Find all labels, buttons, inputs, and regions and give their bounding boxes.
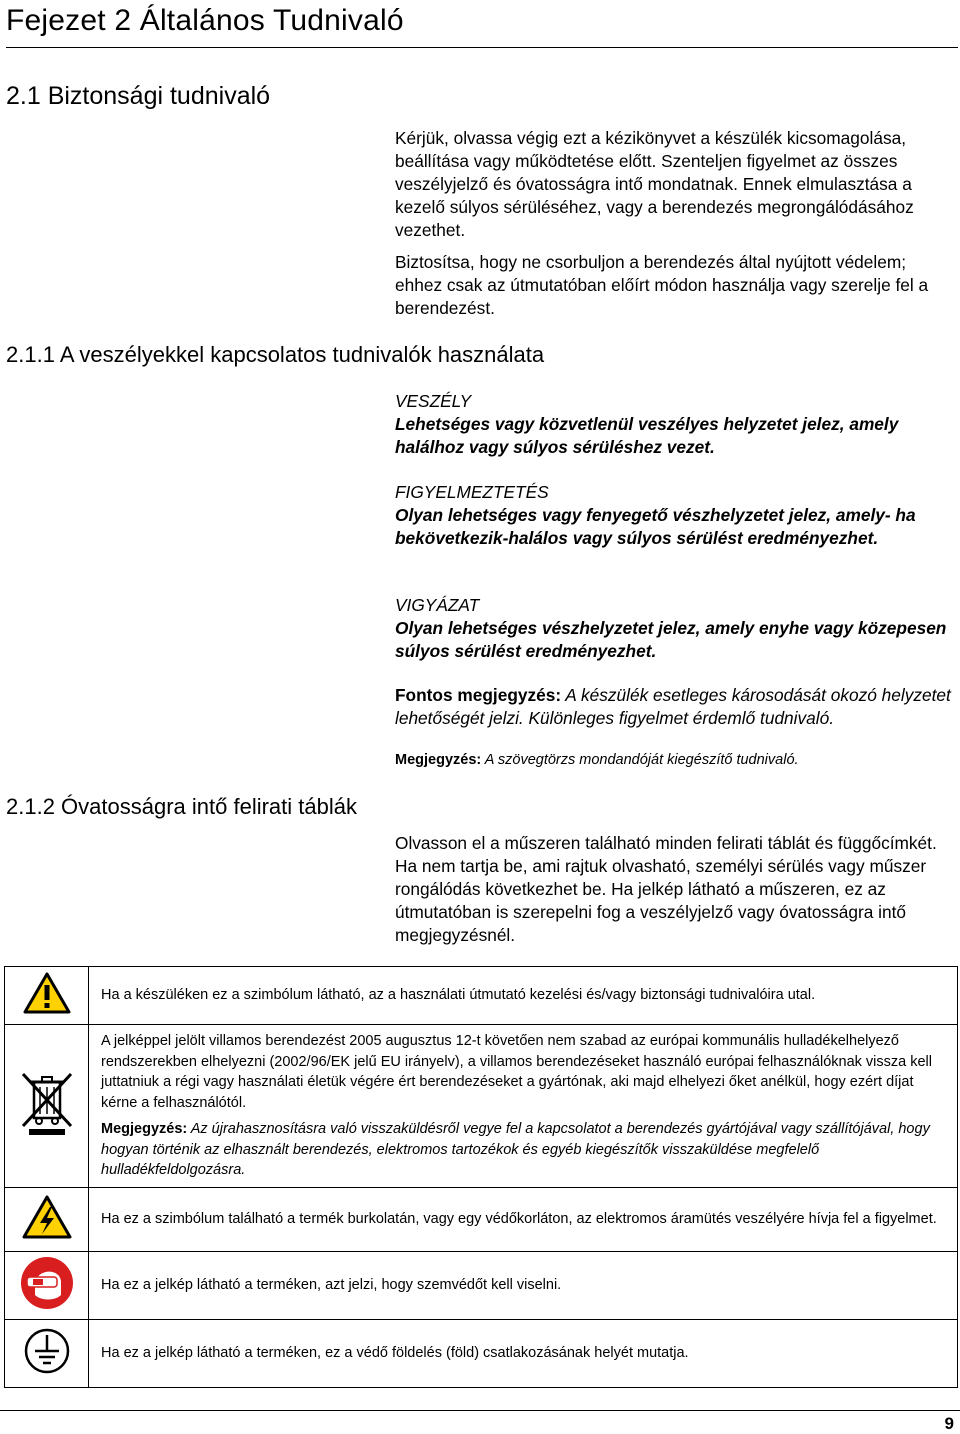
hazard-warning xyxy=(395,481,957,550)
hazard-description: Olyan lehetséges vészhelyzetet jelez, amely enyhe vagy közepesen súlyos sérülést eredményezhet. xyxy=(395,618,947,661)
protection-paragraph: Biztosítsa, hogy ne csorbuljon a berendezés által nyújtott védelem; ehhez csak az útmutatóban előírt módon használja vagy szerelje fel a berendezést. xyxy=(395,252,929,318)
symbol-row xyxy=(5,1025,958,1188)
weee-note xyxy=(101,1119,947,1181)
symbol-icon-cell xyxy=(5,1025,89,1188)
symbol-row xyxy=(5,1187,958,1251)
important-note-text: A készülék esetleges károsodását okozó helyzetet lehetőségét jelzi. Különleges figyelmet érdemlő tudnivaló. xyxy=(395,685,951,728)
symbols-table xyxy=(4,966,958,1388)
symbol-icon-cell xyxy=(5,967,89,1025)
hazard-description: Lehetséges vagy közvetlenül veszélyes helyzetet jelez, amely halálhoz vagy súlyos sérüléshez vezet. xyxy=(395,414,899,457)
weee-note-text: Az újrahasznosításra való visszaküldésről vegye fel a kapcsolatot a berendezés gyártójával vagy szállítójával, hogy hogyan történik az elhasznált berendezés, elektromos tartozékok és egyéb kiegészítők visszaküldése megfelelő hulladékfeldolgozásra. xyxy=(101,1121,930,1178)
symbol-description: Ha ez a szimbólum található a termék burkolatán, vagy egy védőkorláton, az elektromos áramütés veszélyére hívja fel a figyelmet. xyxy=(89,1187,958,1251)
symbol-description: Ha ez a jelkép látható a terméken, ez a védő földelés (föld) csatlakozásának helyét mutatja. xyxy=(89,1319,958,1387)
hazard-description: Olyan lehetséges vagy fenyegető vészhelyzetet jelez, amely- ha bekövetkezik-halálos vagy súlyos sérülést eredményezhet. xyxy=(395,505,916,548)
note-label: Megjegyzés: xyxy=(395,752,482,768)
symbol-row xyxy=(5,1251,958,1319)
protective-earth-icon xyxy=(23,1362,71,1379)
symbol-icon-cell xyxy=(5,1319,89,1387)
page-number: 9 xyxy=(944,1414,954,1433)
section-title: 2.1 Biztonsági tudnivaló xyxy=(6,82,271,110)
footer-rule xyxy=(0,1410,960,1411)
eye-protection-icon xyxy=(19,1298,75,1315)
hazard-label: VESZÉLY xyxy=(395,391,472,411)
electrical-hazard-icon xyxy=(21,1227,73,1244)
hazard-label: VIGYÁZAT xyxy=(395,595,480,615)
weee-text: A jelképpel jelölt villamos berendezést 2005 augusztus 12-t követően nem szabad az európai kommunális hulladékelhelyező rendszerekben elhelyezni (2002/96/EK jelű EU irányelv), a villamos berendezéseket használó európai felhasználóknak vissza kell juttatniuk a régi vagy használati életük végére ért berendezéseket a gyártónak, aki majd elhelyezi őket anélkül, hogy ezért díjat kérne a felhasználótól. xyxy=(101,1033,932,1111)
important-note xyxy=(395,684,957,730)
hazard-caution xyxy=(395,594,957,663)
note-text: A szövegtörzs mondandóját kiegészítő tudnivaló. xyxy=(481,752,799,768)
intro-paragraph: Kérjük, olvassa végig ezt a kézikönyvet a készülék kicsomagolása, beállítása vagy működtetése előtt. Szenteljen figyelmet az összes veszélyjelző és óvatosságra intő mondatnak. Ennek elmulasztása a kezelő súlyos sérüléséhez, vagy a berendezés megrongálódásához vezethet. xyxy=(395,128,914,240)
warning-triangle-icon xyxy=(22,1002,72,1019)
subsection-title-hazards: 2.1.1 A veszélyekkel kapcsolatos tudnivalók használata xyxy=(6,342,545,367)
symbol-description xyxy=(89,1025,958,1188)
symbol-description: Ha ez a jelkép látható a terméken, azt jelzi, hogy szemvédőt kell viselni. xyxy=(89,1251,958,1319)
chapter-rule xyxy=(6,47,958,48)
chapter-title: Fejezet 2 Általános Tudnivaló xyxy=(6,4,404,37)
general-note xyxy=(395,750,957,770)
symbol-description: Ha a készüléken ez a szimbólum látható, az a használati útmutató kezelési és/vagy biztonsági tudnivalóira utal. xyxy=(89,967,958,1025)
hazard-danger xyxy=(395,390,957,459)
labels-paragraph: Olvasson el a műszeren található minden felirati táblát és függőcímkét. Ha nem tartja be, ami rajtuk olvasható, személyi sérülés vagy műszer rongálódás következhet be. Ha jelkép látható a műszeren, ez az útmutatóban is szerepelni fog a veszélyjelző vagy óvatosságra intő megjegyzésnél. xyxy=(395,833,937,945)
symbol-icon-cell xyxy=(5,1187,89,1251)
symbol-row xyxy=(5,967,958,1025)
crossed-out-bin-icon xyxy=(19,1123,75,1140)
important-note-label: Fontos megjegyzés: xyxy=(395,685,562,705)
symbol-icon-cell xyxy=(5,1251,89,1319)
symbol-row xyxy=(5,1319,958,1387)
weee-note-label: Megjegyzés: xyxy=(101,1121,188,1137)
subsection-title-labels: 2.1.2 Óvatosságra intő felirati táblák xyxy=(6,794,357,819)
hazard-label: FIGYELMEZTETÉS xyxy=(395,482,549,502)
